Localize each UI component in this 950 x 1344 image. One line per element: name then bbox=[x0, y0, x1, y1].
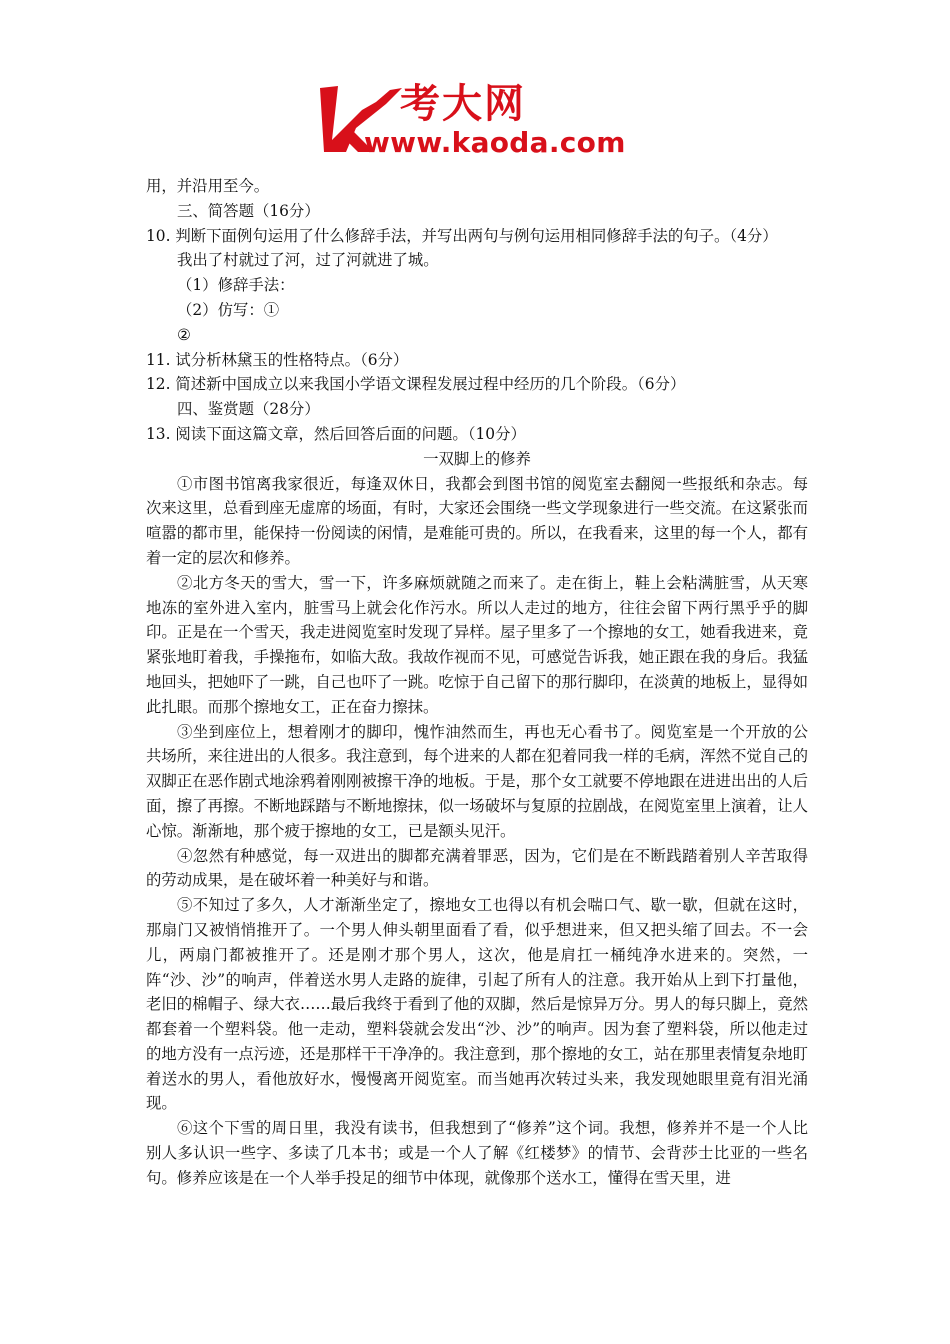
question-13: 13. 阅读下面这篇文章，然后回答后面的问题。（10分） bbox=[146, 424, 526, 443]
question-12: 12. 简述新中国成立以来我国小学语文课程发展过程中经历的几个阶段。（6分） bbox=[146, 375, 686, 394]
section-heading-3: 三、简答题（16分） bbox=[177, 201, 320, 220]
continued-line: 用，并沿用至今。 bbox=[146, 177, 270, 195]
article-paragraph-5: ⑤不知过了多久，人才渐渐坐定了，擦地女工也得以有机会喘口气、歇一歇，但就在这时，那扇门又被悄悄推开了。一个男人伸头朝里面看了看，似乎想进来，但又把头缩了回去。不一会儿，两扇门都被推开了。还是刚才那个男人，这次，他是肩扛一桶纯净水进来的。突然，一阵“沙、沙”的响声，伴着送水男人走路的旋律，引起了所有人的注意。我开始从上到下打量他，老旧的棉帽子、绿大衣……最后我终于看到了他的双脚，然后是惊异万分。男人的每只脚上，竟然都套着一个塑料袋。他一走动，塑料袋就会发出“沙、沙”的响声。因为套了塑料袋，所以他走过的地方没有一点污迹，还是那样干干净净的。我注意到，那个擦地的女工，站在那里表情复杂地盯着送水的男人，看他放好水，慢慢离开阅览室。而当她再次转过头来，我发现她眼里竟有泪光涌现。 bbox=[146, 896, 808, 1113]
logo-url: www.kaoda.com bbox=[364, 126, 626, 159]
article-paragraph-3: ③坐到座位上，想着刚才的脚印，愧怍油然而生，再也无心看书了。阅览室是一个开放的公共场所，来往进出的人很多。我注意到，每个进来的人都在犯着同我一样的毛病，浑然不觉自己的双脚正在恶作剧式地涂鸦着刚刚被擦干净的地板。于是，那个女工就要不停地跟在进进出出的人后面，擦了再擦。不断地踩踏与不断地擦抹，似一场破坏与复原的拉剧战，在阅览室里上演着，让人心惊。渐渐地，那个疲于擦地的女工，已是额头见汗。 bbox=[146, 722, 808, 840]
section-heading-4: 四、鉴赏题（28分） bbox=[177, 400, 320, 419]
article-paragraph-6: ⑥这个下雪的周日里，我没有读书，但我想到了“修养”这个词。我想，修养并不是一个人比别人多认识一些字、多读了几本书；或是一个人了解《红楼梦》的情节、会背莎士比亚的一些名句。修养应该是在一个人举手投足的细节中体现，就像那个送水工，懂得在雪天里，进 bbox=[146, 1119, 808, 1187]
logo-title: 考大网 bbox=[400, 81, 526, 127]
question-10-example: 我出了村就过了河，过了河就进了城。 bbox=[177, 251, 439, 270]
article-paragraph-2: ②北方冬天的雪大，雪一下，许多麻烦就随之而来了。走在街上，鞋上会粘满脏雪，从天寒地冻的室外进入室内，脏雪马上就会化作污水。所以人走过的地方，往往会留下两行黑乎乎的脚印。正是在一个雪天，我走进阅览室时发现了异样。屋子里多了一个擦地的女工，她看我进来，竟紧张地盯着我，手操拖布，如临大敌。我故作视而不见，可感觉告诉我，她正跟在我的身后。我猛地回头，把她吓了一跳，自己也吓了一跳。吃惊于自己留下的那行脚印，在淡黄的地板上，显得如此扎眼。而那个擦地女工，正在奋力擦抹。 bbox=[146, 573, 808, 716]
question-10-part-3: ② bbox=[177, 325, 191, 344]
article-title: 一双脚上的修养 bbox=[423, 449, 531, 468]
question-11: 11. 试分析林黛玉的性格特点。（6分） bbox=[146, 350, 409, 369]
document-body bbox=[146, 174, 808, 1191]
kaoda-logo[interactable] bbox=[316, 80, 640, 160]
question-10: 10. 判断下面例句运用了什么修辞手法，并写出两句与例句运用相同修辞手法的句子。（4分） bbox=[146, 226, 778, 245]
question-10-part-1: （1）修辞手法： bbox=[177, 276, 295, 295]
question-10-part-2: （2）仿写：① bbox=[177, 300, 280, 319]
article-paragraph-1: ①市图书馆离我家很近，每逢双休日，我都会到图书馆的阅览室去翻阅一些报纸和杂志。每次来这里，总看到座无虚席的场面，有时，大家还会围绕一些文学现象进行一些交流。在这紧张而喧嚣的都市里，能保持一份阅读的闲情，是难能可贵的。所以，在我看来，这里的每一个人，都有着一定的层次和修养。 bbox=[146, 474, 808, 567]
article-paragraph-4: ④忽然有种感觉，每一双进出的脚都充满着罪恶，因为，它们是在不断践踏着别人辛苦取得的劳动成果，是在破坏着一种美好与和谐。 bbox=[146, 846, 808, 890]
